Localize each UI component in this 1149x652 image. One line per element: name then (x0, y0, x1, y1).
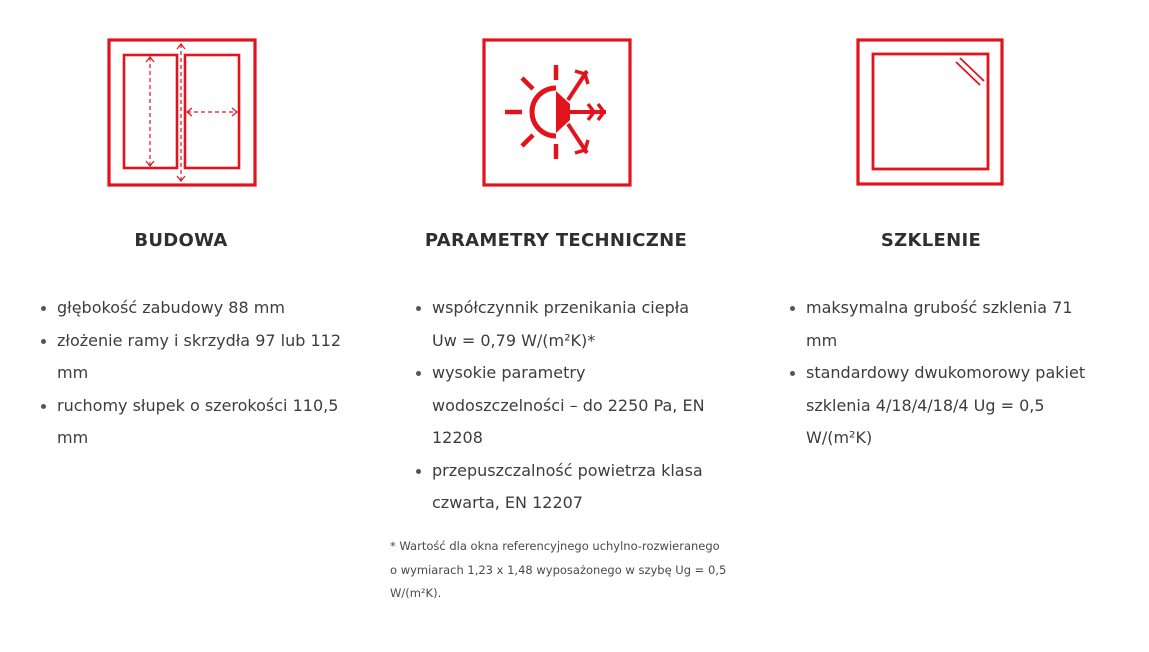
list-item: głębokość zabudowy 88 mm (41, 292, 351, 325)
feature-title: BUDOWA (134, 230, 228, 251)
feature-title: SZKLENIE (880, 230, 982, 251)
thermal-snowflake-icon (482, 38, 632, 188)
list-item: przepuszczalność powietrza klasa czwarta, EN 12207 (416, 455, 716, 520)
window-frame-icon (107, 38, 257, 188)
feature-title: PARAMETRY TECHNICZNE (424, 230, 688, 251)
list-item: standardowy dwukomorowy pakiet szklenia 4/18/4/18/4 Ug = 0,5 W/(m²K) (790, 357, 1100, 455)
list-item: wysokie parametry wodoszczelności – do 2250 Pa, EN 12208 (416, 357, 716, 455)
list-item: złożenie ramy i skrzydła 97 lub 112 mm (41, 325, 351, 390)
list-item: maksymalna grubość szklenia 71 mm (790, 292, 1100, 357)
list-item: ruchomy słupek o szerokości 110,5 mm (41, 390, 351, 455)
footnote: * Wartość dla okna referencyjnego uchylno-rozwieranego o wymiarach 1,23 x 1,48 wyposażonego w szybę Ug = 0,5 W/(m²K). (390, 539, 727, 600)
feature-list (790, 292, 1100, 455)
list-item: współczynnik przenikania ciepła Uw = 0,79 W/(m²K)* (416, 292, 716, 357)
glazing-pane-icon (856, 38, 1006, 188)
feature-list (416, 292, 716, 520)
feature-list (41, 292, 351, 455)
